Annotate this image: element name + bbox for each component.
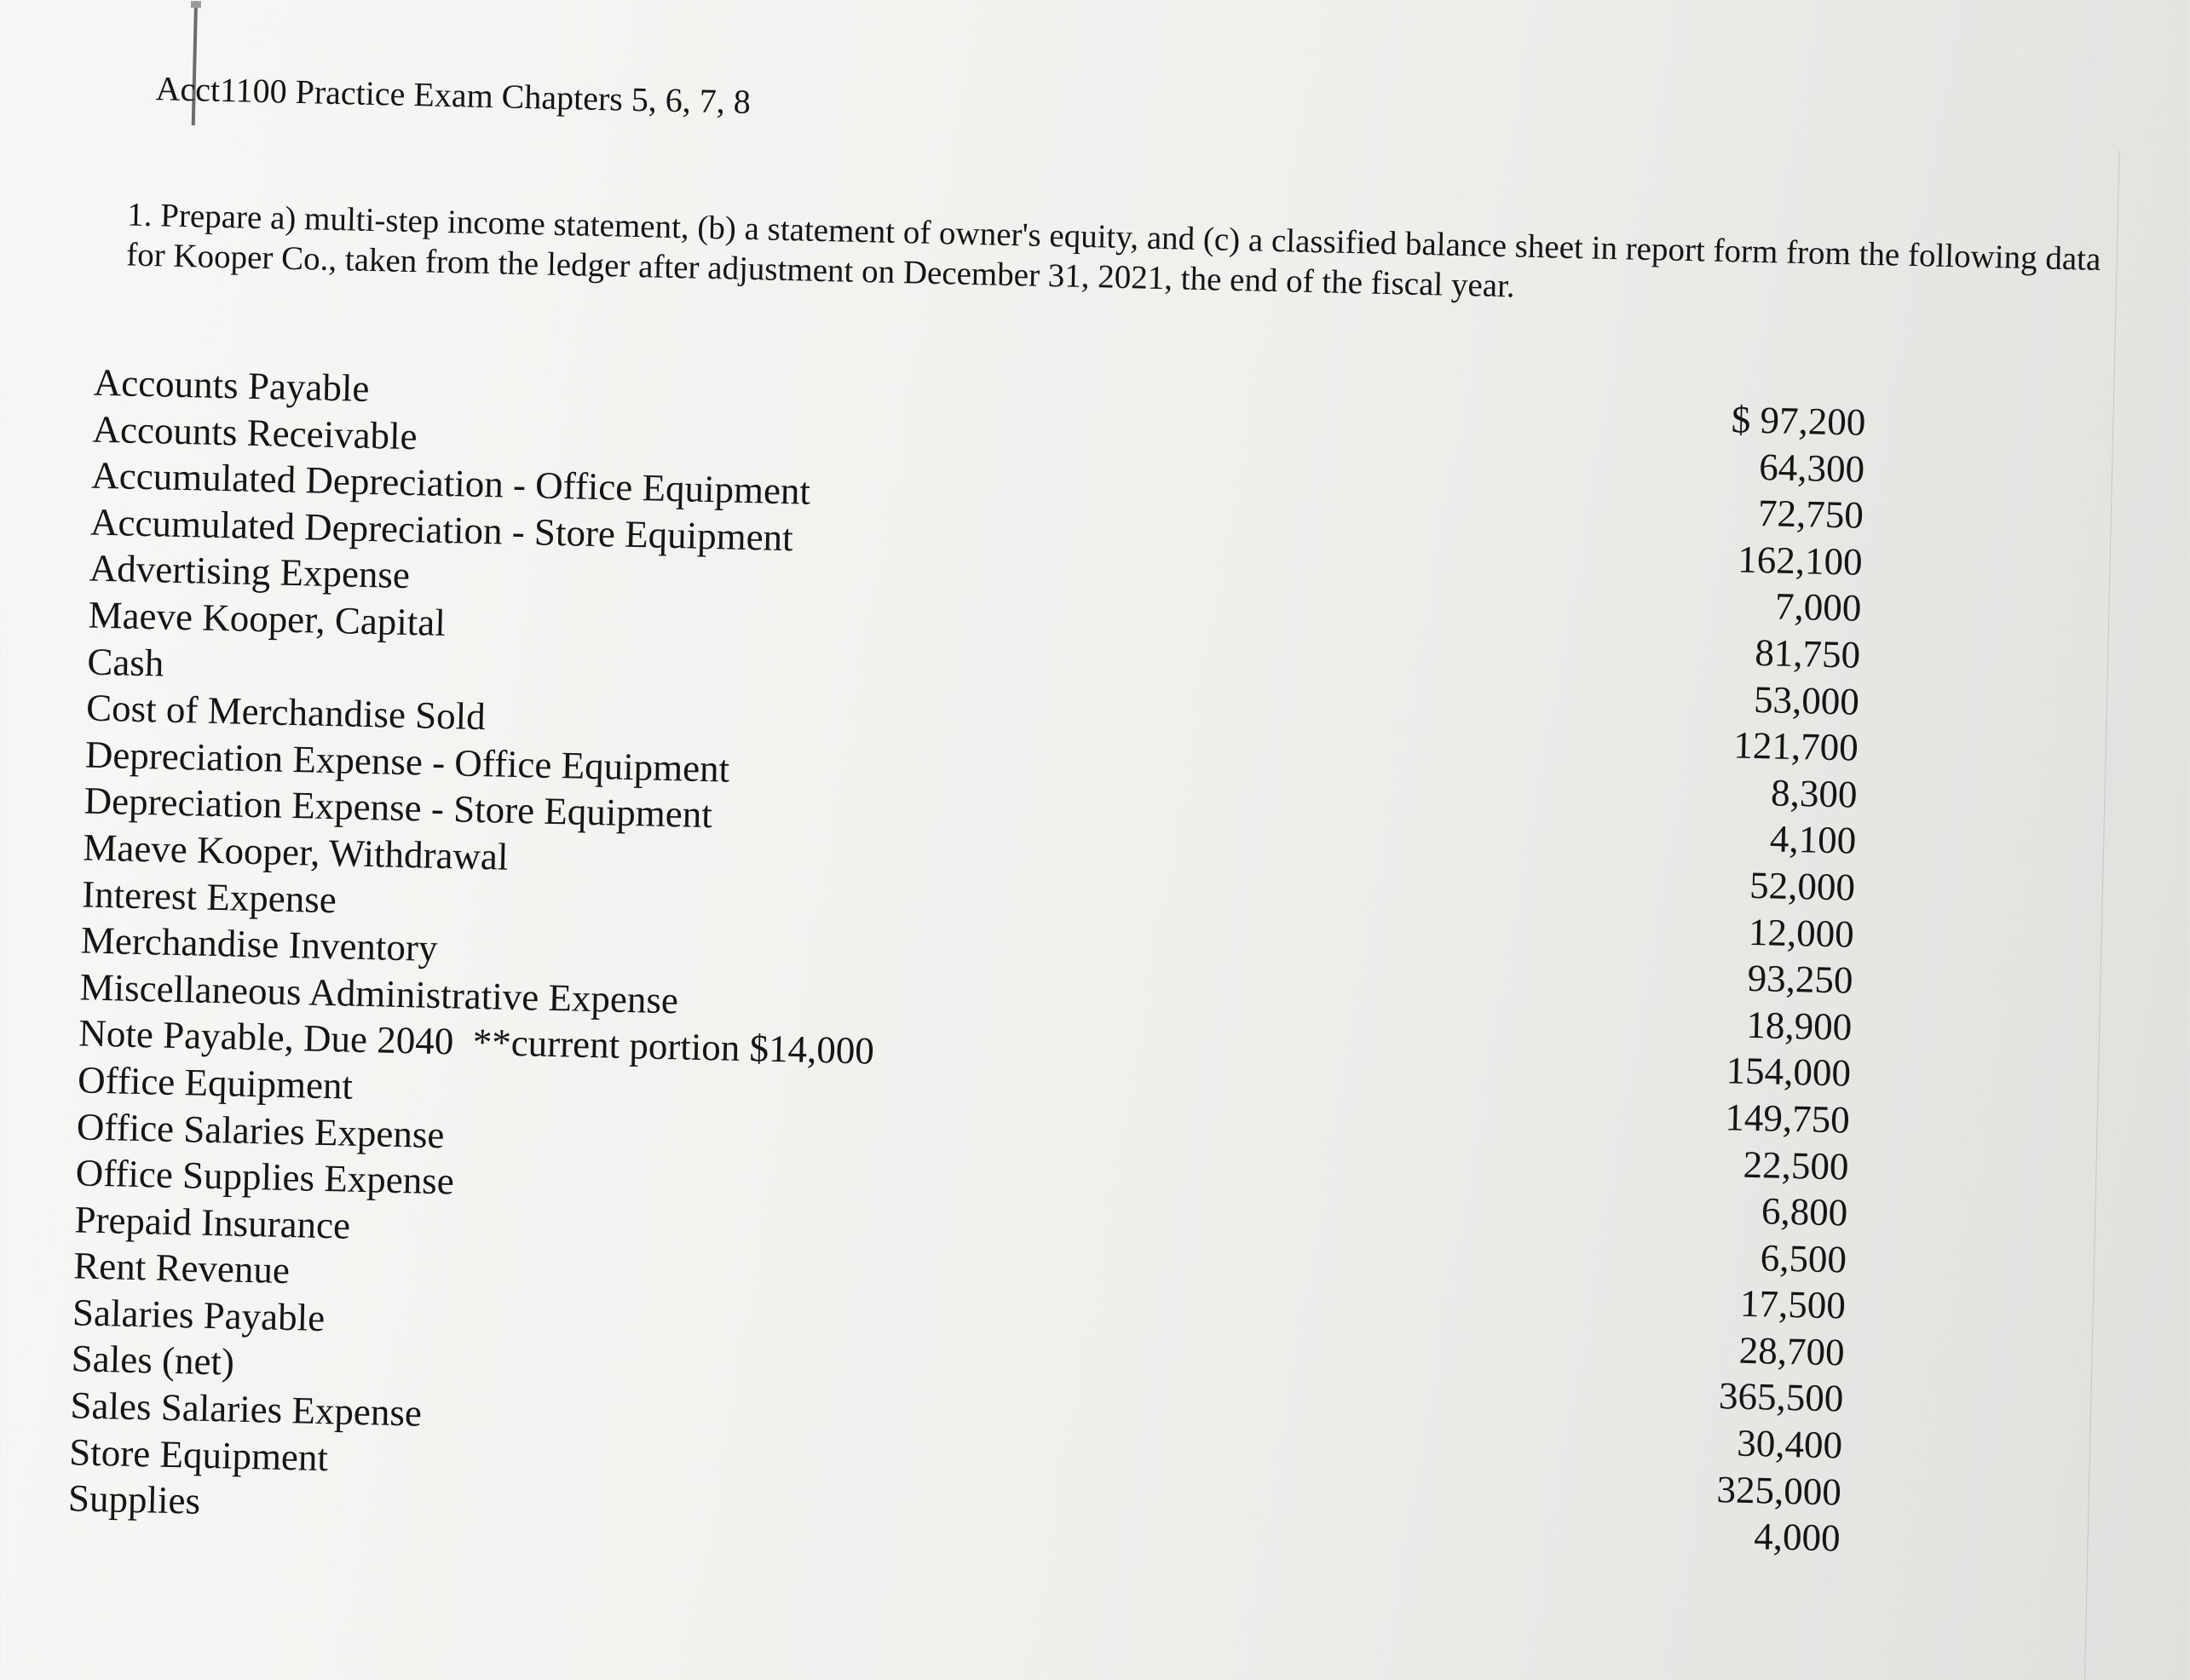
account-value: 18,900 [1745,1003,1853,1049]
account-value: 64,300 [1758,445,1865,491]
account-name: Advertising Expense [89,546,411,597]
account-name: Sales Salaries Expense [70,1384,423,1435]
question-text: 1. Prepare a) multi-step income statement, (b) a statement of owner's equity, and (c) a classified balance sheet in report form from the following data for Kooper Co., taken from the ledger after adjustment on December 31, 2021, the end of the fiscal year. [125,196,2101,305]
account-value: 81,750 [1754,630,1861,676]
account-name: Depreciation Expense - Office Equipment [84,733,730,791]
account-value: 149,750 [1724,1096,1851,1142]
account-value: 12,000 [1748,910,1855,956]
account-name: Merchandise Inventory [80,918,439,970]
account-value: 7,000 [1774,584,1862,630]
account-value: $ 97,200 [1731,398,1866,444]
account-value: 4,100 [1769,817,1857,863]
account-name: Interest Expense [81,872,337,921]
account-value: 8,300 [1770,771,1858,816]
account-value: 162,100 [1737,538,1864,584]
account-value: 52,000 [1749,863,1856,909]
question-prompt [126,194,2147,320]
account-value: 93,250 [1747,956,1854,1002]
account-name: Store Equipment [68,1430,329,1479]
account-value: 28,700 [1738,1328,1846,1374]
account-value: 6,500 [1760,1235,1847,1281]
account-name: Cost of Merchandise Sold [85,686,487,739]
account-name: Accumulated Depreciation - Office Equipment [90,453,811,513]
account-value: 72,750 [1757,492,1864,537]
account-value: 4,000 [1753,1515,1841,1560]
exam-title [155,68,751,122]
account-name: Prepaid Insurance [73,1198,351,1247]
account-name: Cash [86,640,164,685]
account-name: Rent Revenue [72,1244,291,1292]
account-name: Accounts Receivable [92,407,418,457]
account-name: Supplies [67,1476,201,1523]
account-name: Depreciation Expense - Store Equipment [84,779,713,837]
account-name: Note Payable, Due 2040 **current portion $14,000 [78,1011,875,1073]
account-value: 325,000 [1716,1467,1842,1514]
account-name: Accumulated Depreciation - Store Equipment [89,500,794,560]
account-value: 30,400 [1736,1421,1843,1467]
account-name: Salaries Payable [72,1291,326,1339]
account-value: 121,700 [1732,723,1859,769]
exam-title-text: Acct1100 Practice Exam Chapters 5, 6, 7, 8 [155,69,752,122]
account-list [67,360,1865,1563]
account-name: Maeve Kooper, Withdrawal [82,826,510,878]
account-value: 17,500 [1739,1282,1847,1327]
account-value: 53,000 [1753,677,1860,723]
account-name: Maeve Kooper, Capital [88,593,447,645]
account-name: Accounts Payable [93,360,371,410]
account-name: Miscellaneous Administrative Expense [79,965,679,1022]
account-name: Sales (net) [71,1337,235,1384]
account-value: 154,000 [1726,1049,1852,1095]
account-value: 22,500 [1743,1142,1850,1188]
account-value: 6,800 [1761,1189,1848,1234]
account-name: Office Supplies Expense [75,1151,455,1203]
account-name: Office Equipment [77,1058,354,1108]
account-value: 365,500 [1718,1374,1844,1420]
faint-page-rule [2084,150,2120,1680]
account-name: Office Salaries Expense [76,1104,445,1156]
